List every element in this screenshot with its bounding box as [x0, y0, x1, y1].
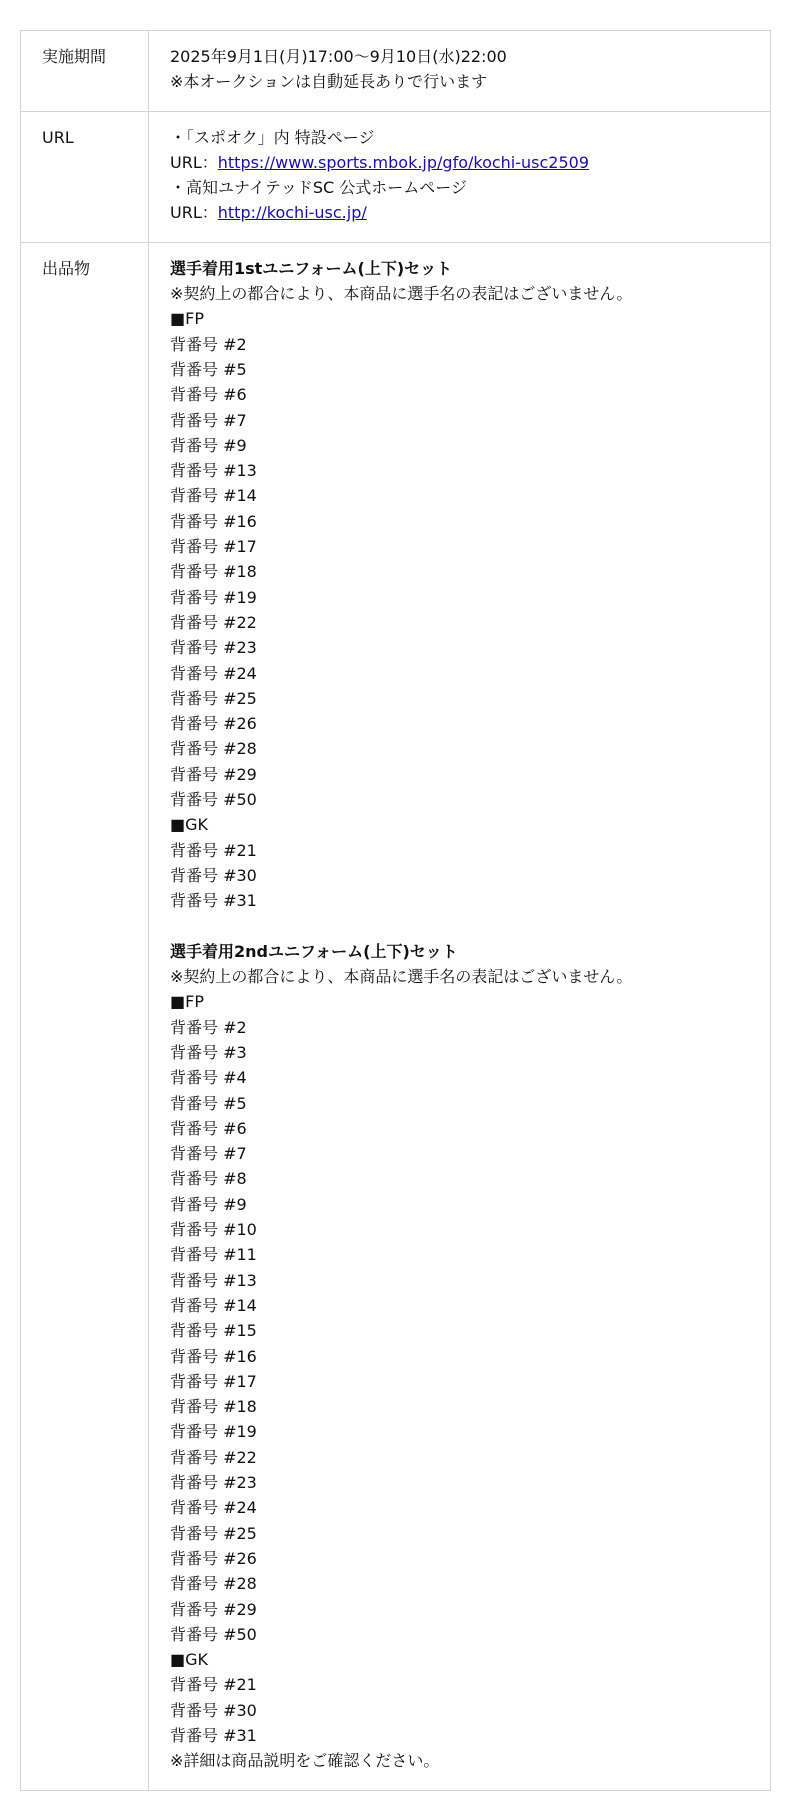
- items-label: 出品物: [21, 242, 149, 1790]
- url-prefix: URL：: [170, 203, 218, 223]
- sports-page-link[interactable]: https://www.sports.mbok.jp/gfo/kochi-usc2509: [217, 152, 590, 172]
- jersey-number-item: 背番号 #9: [170, 1194, 247, 1214]
- jersey-number-item: 背番号 #8: [170, 1169, 247, 1189]
- jersey-number-item: 背番号 #28: [170, 1574, 257, 1594]
- blank-line: [170, 914, 760, 939]
- jersey-number-item: 背番号 #31: [170, 1726, 257, 1745]
- jersey-number-item: 背番号 #19: [170, 587, 257, 607]
- url-row: [21, 111, 771, 242]
- jersey-number-item: 背番号 #7: [170, 1144, 247, 1164]
- jersey-number-item: 背番号 #23: [170, 638, 257, 658]
- period-value: [149, 31, 771, 112]
- jersey-number-item: 背番号 #15: [170, 1321, 257, 1341]
- jersey-number-item: 背番号 #14: [170, 1295, 257, 1315]
- jersey-number-item: 背番号 #22: [170, 1447, 257, 1467]
- period-note: ※本オークションは自動延長ありで行います: [170, 72, 488, 92]
- jersey-number-item: 背番号 #14: [170, 486, 257, 506]
- position-heading: ■GK: [170, 815, 209, 835]
- jersey-number-item: 背番号 #26: [170, 1548, 257, 1568]
- jersey-number-item: 背番号 #6: [170, 1118, 247, 1138]
- jersey-number-item: 背番号 #11: [170, 1245, 257, 1265]
- jersey-number-item: 背番号 #29: [170, 764, 257, 784]
- jersey-number-item: 背番号 #25: [170, 688, 257, 708]
- jersey-number-item: 背番号 #17: [170, 1371, 257, 1391]
- jersey-number-item: 背番号 #50: [170, 790, 257, 810]
- item-heading: 選手着用1stユニフォーム(上下)セット: [170, 258, 453, 278]
- jersey-number-item: 背番号 #13: [170, 1270, 257, 1290]
- jersey-number-item: 背番号 #23: [170, 1473, 257, 1493]
- jersey-number-item: 背番号 #19: [170, 1422, 257, 1442]
- jersey-number-item: 背番号 #21: [170, 840, 257, 860]
- item-note: ※契約上の都合により、本商品に選手名の表記はございません。: [170, 284, 633, 304]
- jersey-number-item: 背番号 #22: [170, 612, 257, 632]
- jersey-number-item: 背番号 #25: [170, 1523, 257, 1543]
- jersey-number-item: 背番号 #9: [170, 435, 247, 455]
- item-note: ※契約上の都合により、本商品に選手名の表記はございません。: [170, 967, 633, 987]
- item-heading: 選手着用2ndユニフォーム(上下)セット: [170, 941, 458, 961]
- jersey-number-item: 背番号 #5: [170, 1093, 247, 1113]
- jersey-number-item: 背番号 #3: [170, 1042, 247, 1062]
- jersey-number-item: 背番号 #7: [170, 410, 247, 430]
- jersey-number-item: 背番号 #28: [170, 739, 257, 759]
- position-heading: ■GK: [170, 1650, 209, 1670]
- official-site-link[interactable]: http://kochi-usc.jp/: [217, 203, 367, 223]
- jersey-number-item: 背番号 #18: [170, 1397, 257, 1417]
- jersey-number-item: 背番号 #50: [170, 1624, 257, 1644]
- jersey-number-item: 背番号 #31: [170, 891, 257, 911]
- period-label: 実施期間: [21, 31, 149, 112]
- url-label: URL: [21, 111, 149, 242]
- items-row: [21, 242, 771, 1790]
- position-heading: ■FP: [170, 992, 204, 1012]
- jersey-number-item: 背番号 #10: [170, 1220, 257, 1240]
- jersey-number-item: 背番号 #24: [170, 1498, 257, 1518]
- period-row: [21, 31, 771, 112]
- jersey-number-item: 背番号 #5: [170, 359, 247, 379]
- position-heading: ■FP: [170, 309, 204, 329]
- jersey-number-item: 背番号 #17: [170, 537, 257, 557]
- url-line-official: [170, 200, 760, 225]
- url-item-official-site: ・高知ユナイテッドSC 公式ホームページ: [170, 178, 467, 198]
- url-value: [149, 111, 771, 242]
- url-item-sports-page: ・「スポオク」内 特設ページ: [170, 127, 375, 147]
- url-prefix: URL：: [170, 152, 218, 172]
- auction-info-table: [20, 30, 771, 1791]
- jersey-number-item: 背番号 #2: [170, 1017, 247, 1037]
- jersey-number-item: 背番号 #24: [170, 663, 257, 683]
- jersey-number-item: 背番号 #30: [170, 1700, 257, 1720]
- jersey-number-item: 背番号 #18: [170, 562, 257, 582]
- items-value: [149, 242, 771, 1790]
- jersey-number-item: 背番号 #30: [170, 865, 257, 885]
- jersey-number-item: 背番号 #16: [170, 511, 257, 531]
- url-line-sports: [170, 150, 760, 175]
- jersey-number-item: 背番号 #13: [170, 461, 257, 481]
- item-note: ※詳細は商品説明をご確認ください。: [170, 1751, 440, 1771]
- jersey-number-item: 背番号 #26: [170, 714, 257, 734]
- jersey-number-item: 背番号 #6: [170, 385, 247, 405]
- jersey-number-item: 背番号 #4: [170, 1068, 247, 1088]
- jersey-number-item: 背番号 #16: [170, 1346, 257, 1366]
- jersey-number-item: 背番号 #2: [170, 334, 247, 354]
- period-dates: 2025年9月1日(月)17:00〜9月10日(水)22:00: [170, 47, 507, 66]
- jersey-number-item: 背番号 #21: [170, 1675, 257, 1695]
- jersey-number-item: 背番号 #29: [170, 1599, 257, 1619]
